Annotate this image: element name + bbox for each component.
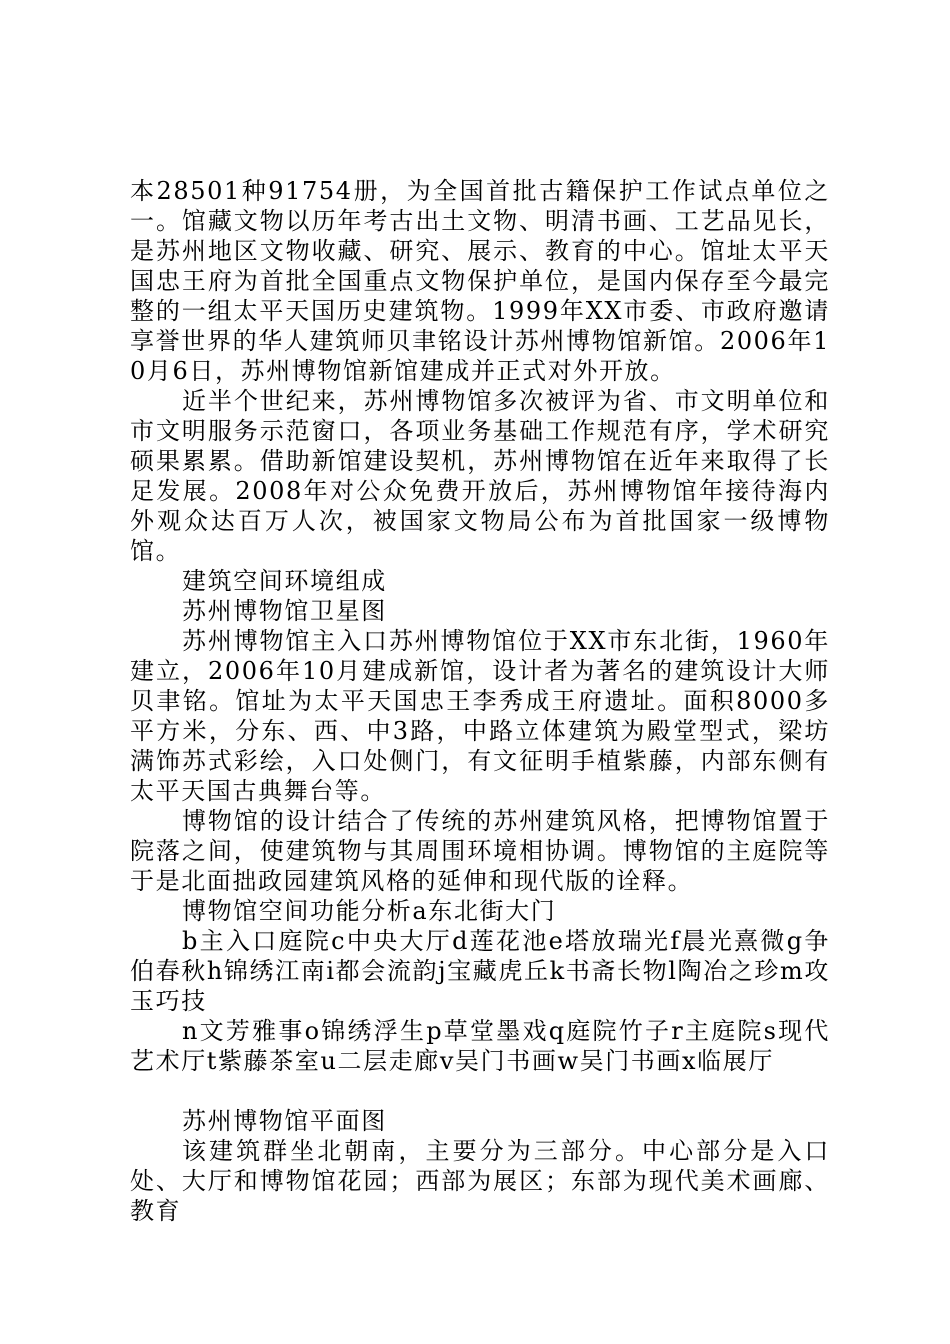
- heading-function-analysis: 博物馆空间功能分析a东北街大门: [182, 897, 557, 925]
- blank-line: [130, 1076, 830, 1106]
- caption-floor-plan: 苏州博物馆平面图: [182, 1107, 387, 1135]
- paragraph-half-century: 近半个世纪来，苏州博物馆多次被评为省、市文明单位和市文明服务示范窗口，各项业务基础工作规范有序，学术研究硕果累累。借助新馆建设契机，苏州博物馆在近年来取得了长足发展。2008年对公众免费开放后，苏州博物馆年接待海内外观众达百万人次，被国家文物局公布为首批国家一级博物馆。: [130, 387, 830, 565]
- paragraph-design: 博物馆的设计结合了传统的苏州建筑风格，把博物馆置于院落之间，使建筑物与其周围环境相协调。博物馆的主庭院等于是北面拙政园建筑风格的延伸和现代版的诠释。: [130, 807, 830, 895]
- caption-satellite-map: 苏州博物馆卫星图: [182, 597, 387, 625]
- paragraph-function-list-2: n文芳雅事o锦绣浮生p草堂墨戏q庭院竹子r主庭院s现代艺术厅t紫藤茶室u二层走廊v吴门书画w吴门书画x临展厅: [130, 1017, 830, 1075]
- paragraph-collection-intro: 本28501种91754册，为全国首批古籍保护工作试点单位之一。馆藏文物以历年考古出土文物、明清书画、工艺品见长，是苏州地区文物收藏、研究、展示、教育的中心。馆址太平天国忠王府为首批全国重点文物保护单位，是国内保存至今最完整的一组太平天国历史建筑物。1999年XX市委、市政府邀请享誉世界的华人建筑师贝聿铭设计苏州博物馆新馆。2006年10月6日，苏州博物馆新馆建成并正式对外开放。: [130, 177, 830, 385]
- document-page: [130, 176, 830, 1226]
- paragraph-function-list-1: b主入口庭院c中央大厅d莲花池e塔放瑞光f晨光熹微g争伯春秋h锦绣江南i都会流韵j宝藏虎丘k书斋长物l陶冶之珍m攻玉巧技: [130, 927, 830, 1015]
- paragraph-main-entrance: 苏州博物馆主入口苏州博物馆位于XX市东北街，1960年建立，2006年10月建成新馆，设计者为著名的建筑设计大师贝聿铭。馆址为太平天国忠王李秀成王府遗址。面积8000多平方米，分东、西、中3路，中路立体建筑为殿堂型式，梁坊满饰苏式彩绘，入口处侧门，有文征明手植紫藤，内部东侧有太平天国古典舞台等。: [130, 627, 830, 805]
- paragraph-layout: 该建筑群坐北朝南，主要分为三部分。中心部分是入口处、大厅和博物馆花园；西部为展区；东部为现代美术画廊、教育: [130, 1137, 830, 1225]
- heading-space-composition: 建筑空间环境组成: [182, 567, 387, 595]
